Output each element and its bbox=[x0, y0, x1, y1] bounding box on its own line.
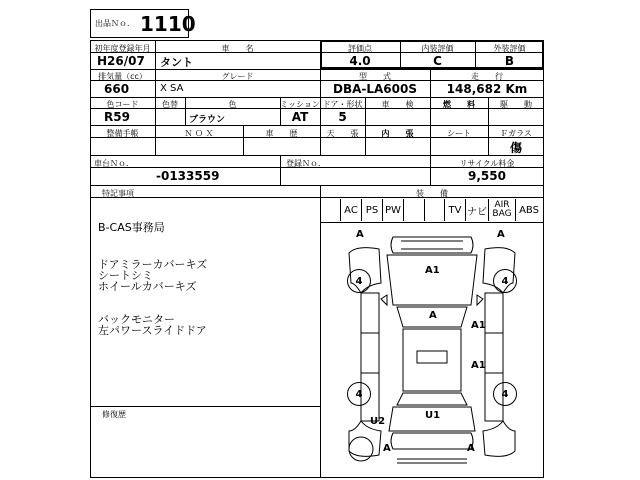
grade-label: グレード bbox=[221, 72, 254, 81]
displacement-label: 排気量（cc） bbox=[98, 72, 147, 81]
color-label: 色 bbox=[228, 100, 237, 109]
note-line: シートシミ bbox=[98, 269, 153, 282]
damage-right-door-front: A1 bbox=[471, 320, 486, 331]
damage-hood: A1 bbox=[425, 265, 440, 276]
car-diagram bbox=[321, 223, 543, 477]
grid-line bbox=[90, 155, 544, 156]
damage-front-right: A bbox=[497, 229, 505, 240]
tire-front-right: 4 bbox=[493, 269, 517, 293]
note-line: バックモニター bbox=[98, 313, 175, 326]
model-label: 型 式 bbox=[359, 72, 391, 81]
manual-label: 整備手帳 bbox=[106, 129, 139, 138]
registration-label: 登録Ｎｏ． bbox=[286, 159, 326, 168]
recycle-value: 9,550 bbox=[468, 169, 506, 183]
chassis-label: 車台Ｎｏ． bbox=[94, 159, 134, 168]
grid-line bbox=[90, 185, 544, 186]
grid-line bbox=[90, 69, 544, 70]
tire-rear-left: 4 bbox=[347, 382, 371, 406]
note-line: ホイールカバーキズ bbox=[98, 280, 197, 293]
fuel-label: 燃 料 bbox=[443, 100, 475, 109]
car-name-value: タント bbox=[160, 56, 193, 69]
notes-section-label: 特記事項 bbox=[102, 189, 134, 198]
year-label: 初年度登録年月 bbox=[94, 44, 151, 53]
grid-line bbox=[90, 406, 320, 407]
note-line: B-CAS事務局 bbox=[98, 221, 165, 234]
damage-roof: A bbox=[429, 310, 437, 321]
ceiling-label: 天 張 bbox=[326, 129, 359, 138]
drive-label: 駆 動 bbox=[500, 100, 532, 109]
color-value: ブラウン bbox=[189, 115, 226, 125]
repair-section-label: 修復歴 bbox=[102, 410, 126, 419]
equipment-abs: ABS bbox=[519, 204, 539, 216]
damage-rear-left: U2 bbox=[370, 416, 386, 427]
equipment-tv: TV bbox=[445, 199, 466, 221]
exterior-label: 外装評価 bbox=[493, 44, 526, 53]
equipment-pw: PW bbox=[383, 199, 404, 221]
mileage-label: 走 行 bbox=[471, 72, 503, 81]
exterior-value: B bbox=[504, 54, 515, 68]
note-line: 左パワースライドドア bbox=[98, 324, 207, 337]
equipment-ps: PS bbox=[362, 199, 383, 221]
doors-value: 5 bbox=[338, 110, 347, 124]
grid-line bbox=[90, 125, 544, 126]
equipment-blank bbox=[404, 199, 425, 221]
color-code-value: R59 bbox=[104, 110, 130, 124]
equipment-blank bbox=[425, 199, 445, 221]
note-line: ドアミラーカバーキズ bbox=[98, 258, 208, 271]
interior-label: 内装評価 bbox=[421, 44, 454, 53]
equipment-airbag: AIR BAG bbox=[489, 199, 516, 221]
tire-rear-right: 4 bbox=[493, 382, 517, 406]
fglass-value: 傷 bbox=[509, 141, 522, 155]
damage-rear: U1 bbox=[425, 410, 441, 421]
interior-value: C bbox=[433, 54, 442, 68]
interior-fabric-label: 内 張 bbox=[381, 129, 414, 138]
inspection-label: 車 検 bbox=[381, 100, 414, 109]
lot-number: 1110 bbox=[140, 12, 196, 36]
equipment-navi: ナビ bbox=[466, 199, 489, 221]
model-value: DBA-LA600S bbox=[333, 82, 417, 96]
damage-right-door-rear: A1 bbox=[471, 360, 486, 371]
damage-bumper-left: A bbox=[383, 443, 391, 454]
year-value: H26/07 bbox=[97, 54, 145, 68]
grade-value: X SA bbox=[160, 83, 184, 94]
tire-front-left: 4 bbox=[347, 269, 371, 293]
nox-label: Ｎ Ｏ Ｘ bbox=[184, 129, 214, 138]
grid-line bbox=[280, 155, 281, 185]
color-code-label: 色コード bbox=[106, 100, 139, 109]
color-change-label: 色替 bbox=[162, 100, 178, 109]
equipment-ac: AC bbox=[340, 199, 362, 221]
seat-label: シート bbox=[447, 129, 471, 138]
lot-label: 出品Ｎｏ． bbox=[95, 19, 135, 28]
grid-line bbox=[90, 97, 544, 98]
mission-label: ミッション bbox=[280, 100, 320, 109]
equipment-section-label: 装 備 bbox=[416, 189, 448, 198]
doors-label: ドア・形状 bbox=[322, 100, 363, 109]
fglass-label: Ｆガラス bbox=[500, 129, 532, 138]
damage-front-left: A bbox=[356, 229, 364, 240]
history-label: 車 歴 bbox=[265, 129, 298, 138]
chassis-value: -0133559 bbox=[156, 169, 220, 183]
score-label: 評価点 bbox=[348, 44, 372, 53]
score-value: 4.0 bbox=[349, 54, 371, 68]
damage-bumper-right: A bbox=[467, 443, 475, 454]
recycle-label: リサイクル料金 bbox=[459, 159, 515, 168]
mileage-value: 148,682 Km bbox=[446, 82, 528, 96]
displacement-value: 660 bbox=[104, 82, 130, 96]
mission-value: AT bbox=[291, 110, 309, 124]
car-name-label: 車 名 bbox=[221, 44, 254, 53]
